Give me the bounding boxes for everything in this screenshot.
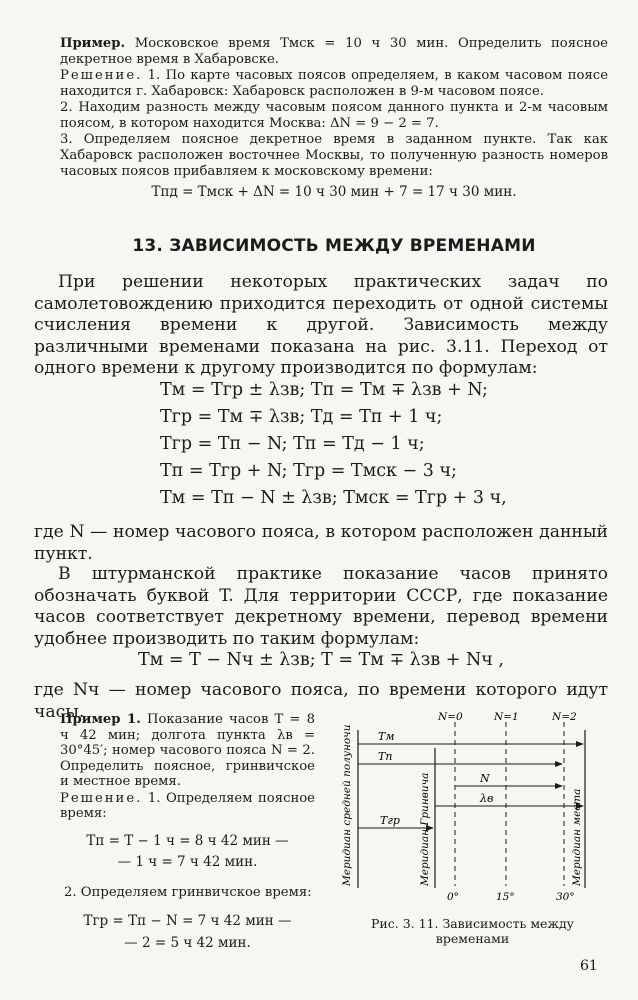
zone-label-2: N=2 [552, 711, 577, 723]
section-heading: 13. ЗАВИСИМОСТЬ МЕЖДУ ВРЕМЕНАМИ [132, 236, 536, 256]
example1-column [60, 712, 315, 951]
example1-step1: Решение. 1. Определяем поясное время: [60, 790, 315, 821]
example-top-step3: 3. Определяем поясное декретное время в заданном пункте. Так как Хабаровск расположен восточнее Москвы, то полученную разность номеров часовых поясов прибавляем к московскому времени: [60, 132, 608, 179]
formula-tpd: Tпд = Tмск + ΔN = 10 ч 30 мин + 7 = 17 ч 30 мин. [151, 184, 517, 200]
example1-step2: 2. Определяем гринвичское время: [64, 884, 312, 900]
formula-line-1: Tм = Tгр ± λзв; Tп = Tм ∓ λзв + N; [160, 380, 488, 400]
example-top-label: Пример. [60, 36, 126, 51]
label-greenwich-meridian: Меридиан Гринвича [419, 772, 431, 886]
navigator-text: В штурманской практике показание часов принято обозначать буквой T. Для территории СССР, где показание часов соответствует декретному времени, перевод времени удобнее производить по таким формулам: [34, 564, 608, 649]
label-midnight-meridian: Меридиан средней полуночи [341, 724, 353, 886]
row-label-tm: Tм [378, 730, 395, 743]
row-label-lambda: λв [480, 792, 494, 805]
formula-line-4: Tп = Tгр + N; Tгр = Tмск − 3 ч; [160, 461, 457, 481]
section-intro: При решении некоторых практических задач по самолетовождению приходится переходить от одной системы счисления времени к другой. Зависимость между различными временами показана на рис. 3.11. Переход от одного времени к другому производится по формулам: [34, 272, 608, 378]
example-top-step1: Решение. 1. По карте часовых поясов определяем, в каком часовом поясе находится г. Хабаровск: Хабаровск расположен в 9-м часовом поясе. [60, 68, 608, 99]
example1-f1b: — 1 ч = 7 ч 42 мин. [117, 854, 258, 870]
page-number: 61 [580, 958, 598, 974]
where-n-text: где N — номер часового пояса, в котором расположен данный пункт. [34, 522, 608, 564]
solution-label: Решение. [60, 68, 143, 83]
row-label-tp: Tп [378, 750, 393, 763]
example1-f1a: Tп = T − 1 ч = 8 ч 42 мин — [86, 832, 289, 849]
degree-0: 0° [447, 891, 459, 903]
zone-label-0: N=0 [438, 711, 463, 723]
example1-f2a: Tгр = Tп − N = 7 ч 42 мин — [83, 913, 292, 929]
example1-label: Пример 1. [60, 712, 141, 727]
label-local-meridian: Меридиан места [571, 788, 583, 886]
example1-text: Пример 1. Показание часов T = 8 ч 42 мин; долгота пункта λв = 30°45′; номер часового пояса N = 2. Определить поясное, гринвичское и местное время. [60, 712, 315, 789]
degree-30: 30° [556, 891, 575, 903]
formula-line-2: Tгр = Tм ∓ λзв; Tд = Tп + 1 ч; [160, 407, 443, 427]
figure-caption: Рис. 3. 11. Зависимость между временами [371, 916, 574, 946]
where-nch-text: где Nч — номер часового пояса, по времени которого идут часы. [34, 680, 608, 722]
example-top-text: Пример. Московское время Tмск = 10 ч 30 мин. Определить поясное декретное время в Хабаровске. [60, 36, 608, 67]
figure-3-11 [330, 708, 615, 906]
formula-clock: Tм = T − Nч ± λзв; T = Tм ∓ λзв + Nч , [138, 650, 504, 670]
formula-line-5: Tм = Tп − N ± λзв; Tмск = Tгр + 3 ч, [160, 488, 507, 508]
degree-15: 15° [496, 891, 515, 903]
row-label-tgr: Tгр [380, 814, 400, 827]
formula-line-3: Tгр = Tп − N; Tп = Tд − 1 ч; [160, 434, 425, 454]
example-top-step2: 2. Находим разность между часовым поясом данного пункта и 2-м часовым поясом, в котором находится Москва: ΔN = 9 − 2 = 7. [60, 100, 608, 131]
zone-label-1: N=1 [494, 711, 519, 723]
row-label-n: N [480, 772, 490, 785]
example1-f2b: — 2 = 5 ч 42 мин. [124, 934, 251, 951]
